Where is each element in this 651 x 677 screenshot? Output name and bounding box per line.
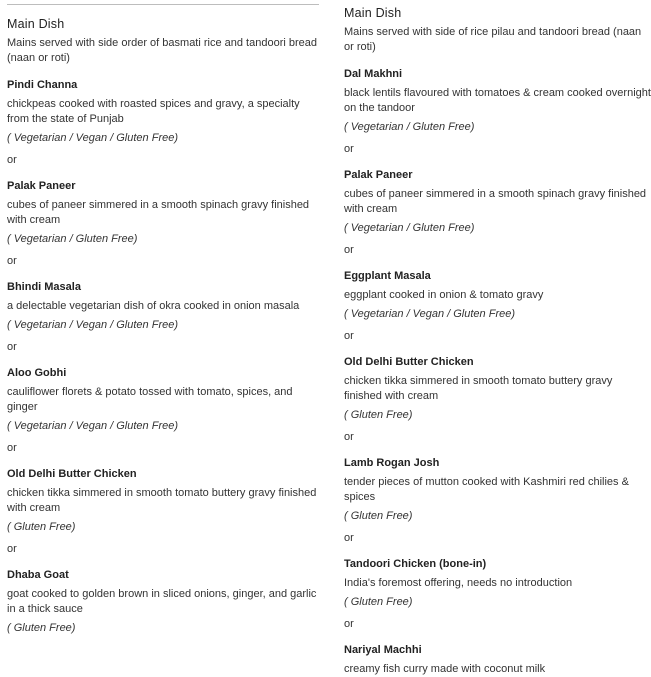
dish-name: Pindi Channa (7, 79, 78, 91)
dish-item (7, 366, 319, 433)
dish-description: chicken tikka simmered in smooth tomato buttery gravy finished with cream (7, 487, 317, 514)
or-separator: or (344, 330, 354, 342)
dietary-tag: ( Gluten Free) (7, 521, 76, 533)
dish-item (344, 643, 651, 677)
dish-description: a delectable vegetarian dish of okra cooked in onion masala (7, 300, 300, 312)
dietary-tag: ( Gluten Free) (344, 409, 413, 421)
or-separator: or (7, 543, 17, 555)
section-title: Main Dish (344, 6, 402, 20)
dish-item (344, 456, 651, 523)
dish-name: Tandoori Chicken (bone-in) (344, 558, 487, 570)
dish-item (7, 467, 319, 534)
dish-description: tender pieces of mutton cooked with Kashmiri red chilies & spices (344, 476, 629, 503)
dish-item (7, 78, 319, 145)
dietary-tag: ( Vegetarian / Gluten Free) (7, 233, 138, 245)
dish-item (7, 568, 319, 635)
dietary-tag: ( Vegetarian / Vegan / Gluten Free) (7, 132, 178, 144)
dish-name: Eggplant Masala (344, 270, 431, 282)
dish-description: chicken tikka simmered in smooth tomato buttery gravy finished with cream (344, 375, 613, 402)
dish-description: black lentils flavoured with tomatoes & cream cooked overnight on the tandoor (344, 87, 651, 114)
or-separator: or (7, 255, 17, 267)
dietary-tag: ( Vegetarian / Vegan / Gluten Free) (344, 308, 515, 320)
dietary-tag: ( Gluten Free) (344, 596, 413, 608)
dish-list (344, 67, 651, 677)
dish-name: Dhaba Goat (7, 569, 69, 581)
dish-name: Dal Makhni (344, 68, 403, 80)
dish-name: Lamb Rogan Josh (344, 457, 440, 469)
dish-name: Bhindi Masala (7, 281, 81, 293)
or-separator: or (344, 532, 354, 544)
dietary-tag: ( Vegetarian / Gluten Free) (344, 121, 475, 133)
dietary-tag: ( Gluten Free) (344, 510, 413, 522)
dish-name: Palak Paneer (7, 180, 76, 192)
dietary-tag: ( Vegetarian / Vegan / Gluten Free) (7, 420, 178, 432)
or-separator: or (7, 154, 17, 166)
dish-item (344, 355, 651, 422)
dish-item (344, 557, 651, 609)
dish-description: goat cooked to golden brown in sliced onions, ginger, and garlic in a thick sauce (7, 588, 317, 615)
section-description: Mains served with side order of basmati rice and tandoori bread (naan or roti) (7, 37, 317, 64)
dish-description: creamy fish curry made with coconut milk (344, 663, 546, 675)
dish-description: chickpeas cooked with roasted spices and gravy, a specialty from the state of Punjab (7, 98, 300, 125)
dish-name: Aloo Gobhi (7, 367, 67, 379)
dietary-tag: ( Vegetarian / Vegan / Gluten Free) (7, 319, 178, 331)
menu-column-left (7, 4, 319, 635)
dish-name: Old Delhi Butter Chicken (7, 468, 137, 480)
or-separator: or (344, 143, 354, 155)
or-separator: or (7, 442, 17, 454)
dish-description: cauliflower florets & potato tossed with tomato, spices, and ginger (7, 386, 293, 413)
or-separator: or (344, 618, 354, 630)
or-separator: or (344, 244, 354, 256)
dietary-tag: ( Vegetarian / Gluten Free) (344, 222, 475, 234)
or-separator: or (7, 341, 17, 353)
dish-name: Nariyal Machhi (344, 644, 422, 656)
dish-name: Old Delhi Butter Chicken (344, 356, 474, 368)
dish-description: cubes of paneer simmered in a smooth spinach gravy finished with cream (344, 188, 647, 215)
dish-name: Palak Paneer (344, 169, 413, 181)
dish-list (7, 78, 319, 635)
dish-item (344, 168, 651, 235)
section-description: Mains served with side of rice pilau and tandoori bread (naan or roti) (344, 26, 642, 53)
dish-description: eggplant cooked in onion & tomato gravy (344, 289, 544, 301)
section-title: Main Dish (7, 17, 65, 31)
dish-description: India's foremost offering, needs no introduction (344, 577, 573, 589)
dish-item (7, 280, 319, 332)
dish-description: cubes of paneer simmered in a smooth spinach gravy finished with cream (7, 199, 310, 226)
dish-item (344, 269, 651, 321)
or-separator: or (344, 431, 354, 443)
dish-item (7, 179, 319, 246)
menu-column-right (344, 4, 651, 677)
dietary-tag: ( Gluten Free) (7, 622, 76, 634)
dish-item (344, 67, 651, 134)
